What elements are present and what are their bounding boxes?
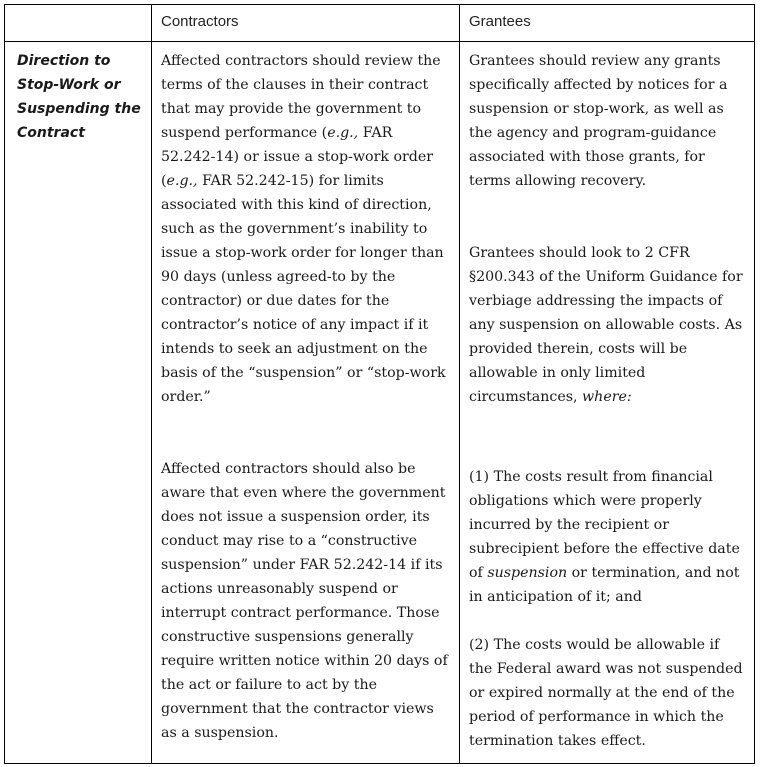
italic-eg: e.g., (327, 125, 359, 141)
spacer (469, 409, 746, 465)
text-segment: or termination, and not in anticipation of it; and (469, 565, 740, 605)
grantees-paragraph-2 (469, 241, 746, 409)
contractors-cell (152, 42, 460, 764)
table-row (5, 42, 755, 764)
text-segment: (1) The costs result from financial obligations which were properly incurred by the recipient or subrecipient before the effective date of (469, 469, 740, 581)
grantees-item-1 (469, 465, 746, 609)
header-empty (5, 5, 152, 42)
contractors-paragraph-1 (161, 49, 451, 409)
grantees-cell (460, 42, 755, 764)
grantees-item-2: (2) The costs would be allowable if the Federal award was not suspended or expired normally at the end of the period of performance in which the termination takes effect. (469, 637, 743, 749)
italic-eg: e.g., (166, 173, 198, 189)
spacer (469, 193, 746, 241)
text-segment: FAR 52.242-15) for limits associated with this kind of direction, such as the government’s inability to issue a stop-work order for longer than 90 days (unless agreed-to by the contractor) or due dates for the contractor’s notice of any impact if it intends to seek an adjustment on the basis of the “suspension” or “stop-work order.” (161, 173, 446, 405)
header-grantees: Grantees (460, 5, 755, 42)
comparison-table (4, 4, 755, 764)
grantees-paragraph-1: Grantees should review any grants specifically affected by notices for a suspension or stop-work, as well as the agency and program-guidance associated with those grants, for terms allowing recovery. (469, 53, 728, 189)
header-contractors: Contractors (152, 5, 460, 42)
text-segment: FAR 52.242-14) or issue a stop-work order ( (161, 125, 434, 189)
italic-where: where: (582, 389, 632, 405)
row-label: Direction to Stop-Work or Suspending the Contract (5, 42, 152, 764)
text-segment: Grantees should look to 2 CFR §200.343 of the Uniform Guidance for verbiage addressing the impacts of any suspension on allowable costs. As provided therein, costs will be allowable in only limited circumstances, (469, 245, 743, 405)
spacer (469, 609, 746, 633)
italic-suspension: suspension (487, 565, 568, 581)
text-segment: Affected contractors should review the terms of the clauses in their contract that may provide the government to suspend performance ( (161, 53, 441, 141)
spacer (161, 409, 451, 457)
contractors-paragraph-2: Affected contractors should also be aware that even where the government does not issue a suspension order, its conduct may rise to a “constructive suspension” under FAR 52.242-14 if its actions unreasonably suspend or interrupt contract performance. Those constructive suspensions generally require written notice within 20 days of the act or failure to act by the government that the contractor views as a suspension. (161, 461, 448, 741)
header-row (5, 5, 755, 42)
